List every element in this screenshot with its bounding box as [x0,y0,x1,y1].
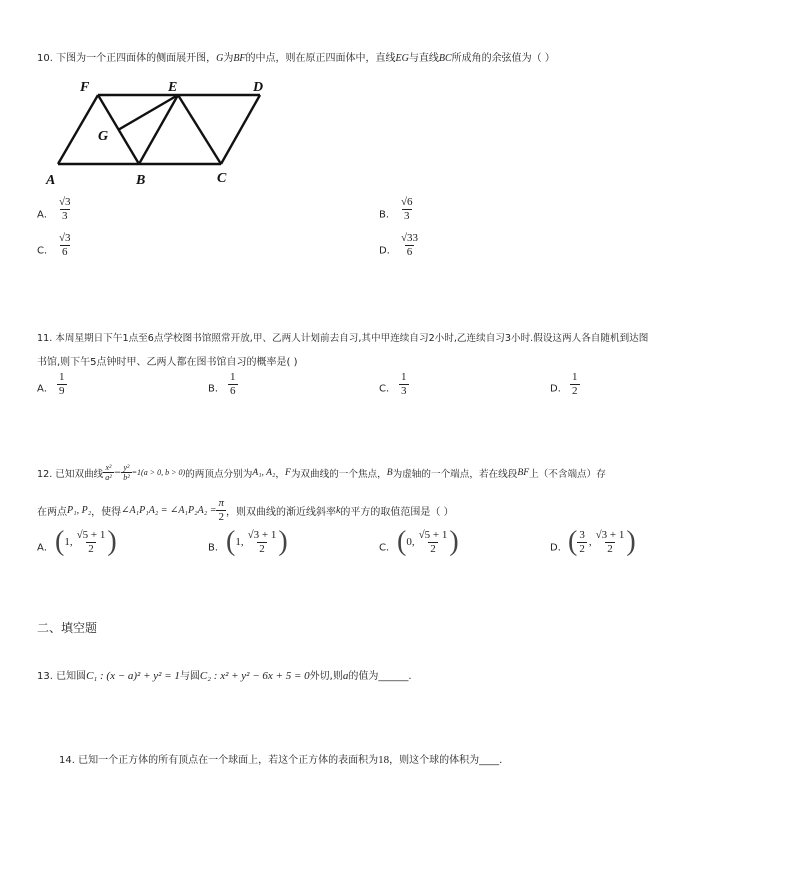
q10-stem: 10. 下图为一个正四面体的侧面展开图，G为BF的中点，则在原正四面体中，直线EG与直线BC所成角的余弦值为（ ） [37,53,555,64]
label-F: F [80,80,90,95]
q12-stem-line1: 12. 已知双曲线 $\frac{\text{x²}}{\text{a²}}$ − $\frac{\text{y²}}{\text{b²}}$ =1(a > 0, b > 0) 的两顶点分别为 A₁, A₂ ， F 为双曲线的一个焦点， B 为虚轴的一个端点，若在线段 BF 上（不含端点）存 [37,463,606,483]
q13-stem: 13. 已知圆C₁ : (x − a)² + y² = 1与圆C₂ : x² + y² − 6x + 5 = 0外切,则a的值为______. [37,670,412,682]
label-G: G [98,129,109,144]
q14-stem: 14. 已知一个正方体的所有顶点在一个球面上，若这个正方体的表面积为18，则这个球的体积为____. [59,754,503,766]
q11-stem-line2: 书馆,则下午5点钟时甲、乙两人都在图书馆自习的概率是( ) [37,357,298,368]
label-D: D [253,80,264,95]
q12-option-a[interactable]: A． ( 1, $\frac{√5 + 1}{2}$ ) [37,526,117,557]
q12-stem-line2: 在两点 P₁, P₂ ，使得 ∠A₁P₁A₂ = ∠A₁P₂A₂ = $\frac{\pi}{2}$ ，则双曲线的渐近线斜率 k 的平方的取值范围是（ ） [37,497,454,523]
q11-option-d[interactable]: D． $\frac{1}{2}$ [550,371,578,397]
q11-option-b[interactable]: B． $\frac{1}{6}$ [208,371,236,397]
q10-option-c[interactable]: C． $\frac{√3}{6}$ [37,232,71,258]
tetrahedron-net-figure [40,74,280,190]
q11-stem-line1: 11. 本周星期日下午1点至6点学校图书馆照常开放,甲、乙两人计划前去自习,其中甲连续自习2小时,乙连续自习3小时.假设这两人各自随机到达图 [37,333,649,344]
label-A: A [46,173,56,188]
q10-option-b[interactable]: B． $\frac{√6}{3}$ [379,196,413,222]
label-B: B [136,173,146,188]
label-E: E [168,80,178,95]
q12-option-d[interactable]: D． ( $\frac{3}{2}$ , $\frac{√3 + 1}{2}$ ) [550,526,636,557]
q11-option-a[interactable]: A． $\frac{1}{9}$ [37,371,65,397]
q10-option-d[interactable]: D． $\frac{√33}{6}$ [379,232,419,258]
q10-option-a[interactable]: A． $\frac{√3}{3}$ [37,196,71,222]
q12-option-c[interactable]: C． ( 0, $\frac{√5 + 1}{2}$ ) [379,526,459,557]
q11-option-c[interactable]: C． $\frac{1}{3}$ [379,371,407,397]
label-C: C [217,171,227,186]
q12-option-b[interactable]: B． ( 1, $\frac{√3 + 1}{2}$ ) [208,526,288,557]
section-title: 二、填空题 [37,621,98,635]
